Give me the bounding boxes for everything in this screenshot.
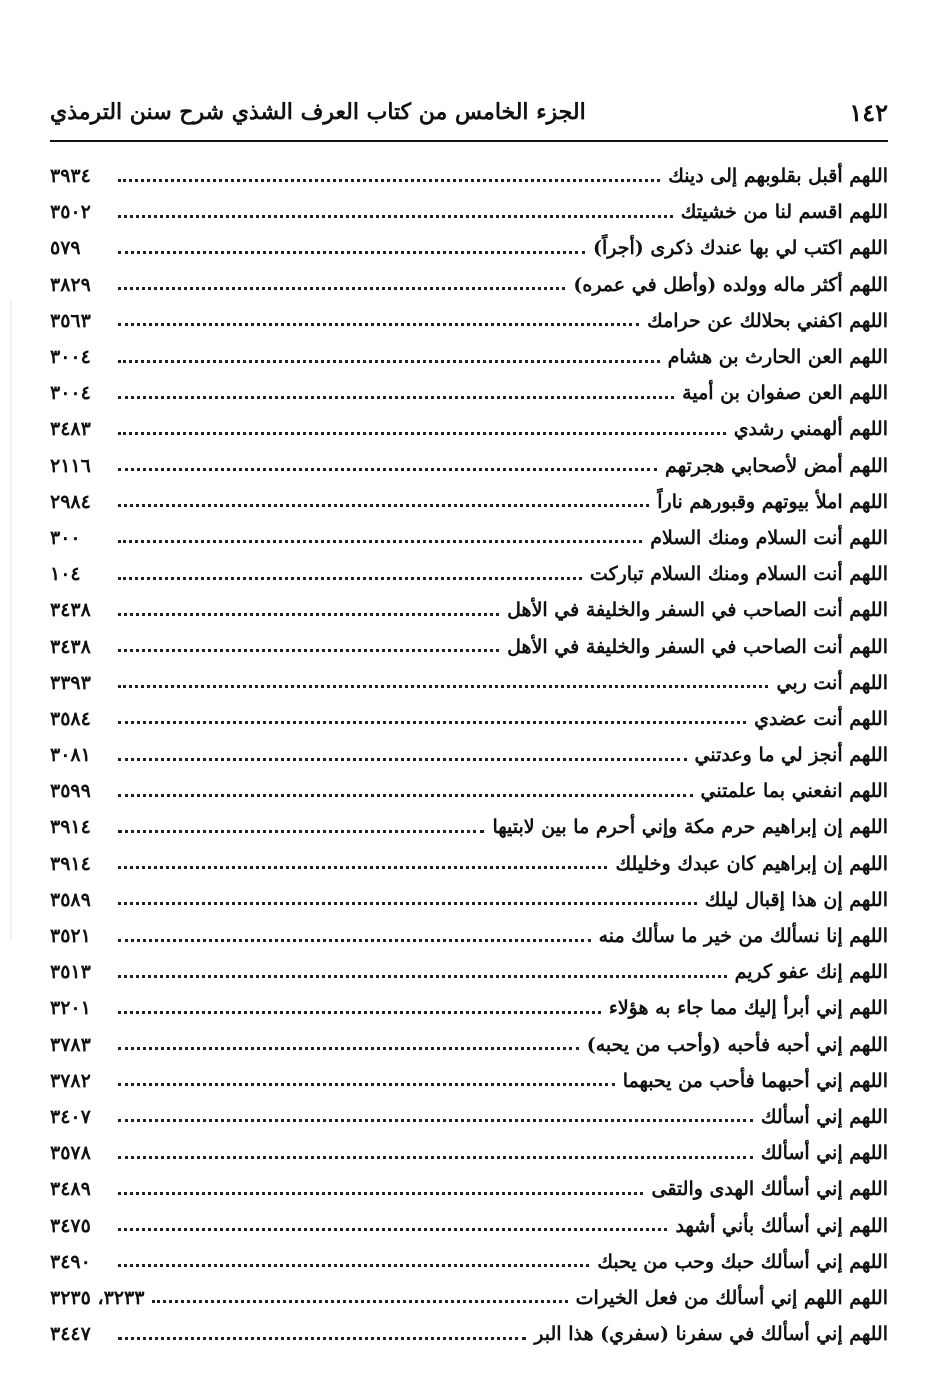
index-entry xyxy=(50,954,888,990)
dot-leader xyxy=(118,613,499,616)
entry-text: اللهم اكتب لي بها عندك ذكرى (أجراً) xyxy=(593,237,888,260)
running-title: الجزء الخامس من كتاب العرف الشذي شرح سنن الترمذي xyxy=(50,99,586,125)
dot-leader xyxy=(118,396,674,399)
index-entry xyxy=(50,1244,888,1280)
entry-text: اللهم إني أحبه فأحبه (وأحب من يحبه) xyxy=(586,1033,888,1056)
entry-text: اللهم إني أسألك الهدى والتقى xyxy=(651,1178,888,1201)
entry-text: اللهم إنا نسألك من خير ما سألك منه xyxy=(598,925,888,948)
entry-text: اللهم العن الحارث بن هشام xyxy=(667,346,888,369)
entry-reference-number: ٣٩١٤ xyxy=(50,852,91,875)
index-entry xyxy=(50,882,888,918)
entry-reference-number: ٣٤٧٥ xyxy=(50,1214,91,1237)
entry-text: اللهم أقبل بقلوبهم إلى دينك xyxy=(668,165,888,188)
dot-leader xyxy=(118,1156,753,1159)
dot-leader xyxy=(118,902,697,905)
dot-leader xyxy=(118,323,639,326)
dot-leader xyxy=(118,179,660,182)
entry-reference-number: ٢٩٨٤ xyxy=(50,490,91,513)
entry-reference-number: ٣٥١٣ xyxy=(50,961,91,984)
index-entry xyxy=(50,990,888,1026)
index-entry xyxy=(50,303,888,339)
index-entry xyxy=(50,1063,888,1099)
entry-reference-number: ٣٩٣٤ xyxy=(50,165,91,188)
index-entry xyxy=(50,520,888,556)
dot-leader xyxy=(118,1011,601,1014)
entry-reference-number: ٣٠٠٤ xyxy=(50,382,91,405)
index-entry xyxy=(50,701,888,737)
index-entry xyxy=(50,665,888,701)
page-edge-shadow xyxy=(10,300,12,940)
entry-text: اللهم أنت ربي xyxy=(776,671,888,694)
index-entry xyxy=(50,339,888,375)
entry-text: اللهم أكثر ماله وولده (وأطل في عمره) xyxy=(573,273,888,296)
entry-text: اللهم أمض لأصحابي هجرتهم xyxy=(665,454,888,477)
entry-text: اللهم إني أسألك في سفرنا (سفري) هذا البر xyxy=(534,1323,888,1346)
entry-text: اللهم العن صفوان بن أمية xyxy=(682,382,888,405)
dot-leader xyxy=(118,685,768,688)
dot-leader xyxy=(118,939,591,942)
index-entry xyxy=(50,846,888,882)
index-entry xyxy=(50,375,888,411)
dot-leader xyxy=(118,287,565,290)
entry-reference-number: ٣٤٠٧ xyxy=(50,1105,91,1128)
entry-reference-number: ٣٥٩٩ xyxy=(50,780,91,803)
page-number: ١٤٢ xyxy=(849,97,888,127)
index-entry xyxy=(50,411,888,447)
dot-leader xyxy=(118,251,585,254)
entry-reference-number: ٢١١٦ xyxy=(50,454,91,477)
entry-reference-number: ٣٣٩٣ xyxy=(50,671,91,694)
entry-text: اللهم إني أسألك xyxy=(760,1142,888,1165)
entry-text: اللهم املأ بيوتهم وقبورهم ناراً xyxy=(657,490,888,513)
entry-text: اللهم اللهم إني أسألك من فعل الخيرات xyxy=(575,1286,888,1309)
entry-reference-number: ٣٠٨١ xyxy=(50,744,91,767)
index-entry xyxy=(50,1171,888,1207)
index-entry xyxy=(50,158,888,194)
entry-reference-number: ٣٤٩٠ xyxy=(50,1250,91,1273)
entry-text: اللهم إني أسألك xyxy=(760,1105,888,1128)
entry-reference-number: ٣٢٠١ xyxy=(50,997,91,1020)
entry-reference-number: ١٠٤ xyxy=(50,563,81,586)
entry-text: اللهم إني أحبهما فأحب من يحبهما xyxy=(622,1069,888,1092)
index-entry xyxy=(50,737,888,773)
dot-leader xyxy=(118,215,673,218)
entry-reference-number: ٣٤٨٩ xyxy=(50,1178,91,1201)
dot-leader xyxy=(152,1300,567,1303)
entry-text: اللهم أنت عضدي xyxy=(754,707,888,730)
entry-text: اللهم إن إبراهيم كان عبدك وخليلك xyxy=(615,852,888,875)
entry-reference-number: ٣٤٣٨ xyxy=(50,635,91,658)
index-entry xyxy=(50,230,888,266)
index-entry xyxy=(50,1316,888,1352)
index-entry xyxy=(50,592,888,628)
index-entry xyxy=(50,556,888,592)
entry-reference-number: ٣٥٨٤ xyxy=(50,707,91,730)
index-entry xyxy=(50,1280,888,1316)
entry-reference-number: ٣٥٨٩ xyxy=(50,888,91,911)
entry-text: اللهم ألهمني رشدي xyxy=(733,418,888,441)
dot-leader xyxy=(118,1228,667,1231)
index-entry xyxy=(50,448,888,484)
dot-leader xyxy=(118,577,582,580)
index-entry xyxy=(50,267,888,303)
entry-reference-number: ٣٧٨٣ xyxy=(50,1033,91,1056)
entry-reference-number: ٣٥٦٣ xyxy=(50,309,91,332)
entry-reference-number: ٣٢٣٣، ٣٢٣٥ xyxy=(50,1286,145,1309)
header-rule xyxy=(50,140,888,142)
index-entry xyxy=(50,1027,888,1063)
entry-text: اللهم إن إبراهيم حرم مكة وإني أحرم ما بين لابتيها xyxy=(492,816,888,839)
dot-leader xyxy=(118,540,642,543)
entry-reference-number: ٣٥٢١ xyxy=(50,925,91,948)
entry-text: اللهم أنت الصاحب في السفر والخليفة في الأهل xyxy=(507,599,888,622)
entry-reference-number: ٣٤٤٧ xyxy=(50,1323,91,1346)
index-entry xyxy=(50,628,888,664)
index-entry xyxy=(50,194,888,230)
entry-text: اللهم إن هذا إقبال ليلك xyxy=(704,888,888,911)
dot-leader xyxy=(118,432,726,435)
entry-reference-number: ٣٥٧٨ xyxy=(50,1142,91,1165)
page-header xyxy=(50,90,888,134)
entry-text: اللهم إني أسألك حبك وحب من يحبك xyxy=(597,1250,888,1273)
index-entry xyxy=(50,1207,888,1243)
entry-reference-number: ٣٨٢٩ xyxy=(50,273,91,296)
index-list xyxy=(50,158,888,1352)
index-entry xyxy=(50,773,888,809)
dot-leader xyxy=(118,649,499,652)
entry-reference-number: ٣٤٣٨ xyxy=(50,599,91,622)
dot-leader xyxy=(118,830,484,833)
index-entry xyxy=(50,918,888,954)
dot-leader xyxy=(118,1083,615,1086)
entry-text: اللهم اكفني بحلالك عن حرامك xyxy=(647,309,888,332)
dot-leader xyxy=(118,1192,643,1195)
entry-reference-number: ٥٧٩ xyxy=(50,237,81,260)
dot-leader xyxy=(118,721,746,724)
dot-leader xyxy=(118,758,687,761)
entry-text: اللهم انفعني بما علمتني xyxy=(700,780,888,803)
entry-reference-number: ٣٤٨٣ xyxy=(50,418,91,441)
index-entry xyxy=(50,484,888,520)
dot-leader xyxy=(118,1337,526,1340)
dot-leader xyxy=(118,975,727,978)
entry-reference-number: ٣٩١٤ xyxy=(50,816,91,839)
entry-text: اللهم إنك عفو كريم xyxy=(734,961,888,984)
dot-leader xyxy=(118,1047,579,1050)
index-entry xyxy=(50,1099,888,1135)
dot-leader xyxy=(118,468,657,471)
dot-leader xyxy=(118,794,693,797)
entry-reference-number: ٣٠٠ xyxy=(50,526,81,549)
dot-leader xyxy=(118,360,660,363)
dot-leader xyxy=(118,1119,753,1122)
index-entry xyxy=(50,1135,888,1171)
entry-text: اللهم اقسم لنا من خشيتك xyxy=(680,201,888,224)
dot-leader xyxy=(118,1264,589,1267)
entry-text: اللهم إني أسألك بأني أشهد xyxy=(675,1214,888,1237)
entry-reference-number: ٣٠٠٤ xyxy=(50,346,91,369)
entry-reference-number: ٣٧٨٢ xyxy=(50,1069,91,1092)
dot-leader xyxy=(118,866,607,869)
entry-text: اللهم أنت السلام ومنك السلام تباركت xyxy=(589,563,888,586)
entry-text: اللهم أنت السلام ومنك السلام xyxy=(650,526,888,549)
index-entry xyxy=(50,809,888,845)
entry-text: اللهم أنت الصاحب في السفر والخليفة في الأهل xyxy=(507,635,888,658)
entry-reference-number: ٣٥٠٢ xyxy=(50,201,91,224)
dot-leader xyxy=(118,504,649,507)
entry-text: اللهم إني أبرأ إليك مما جاء به هؤلاء xyxy=(608,997,888,1020)
entry-text: اللهم أنجز لي ما وعدتني xyxy=(694,744,888,767)
